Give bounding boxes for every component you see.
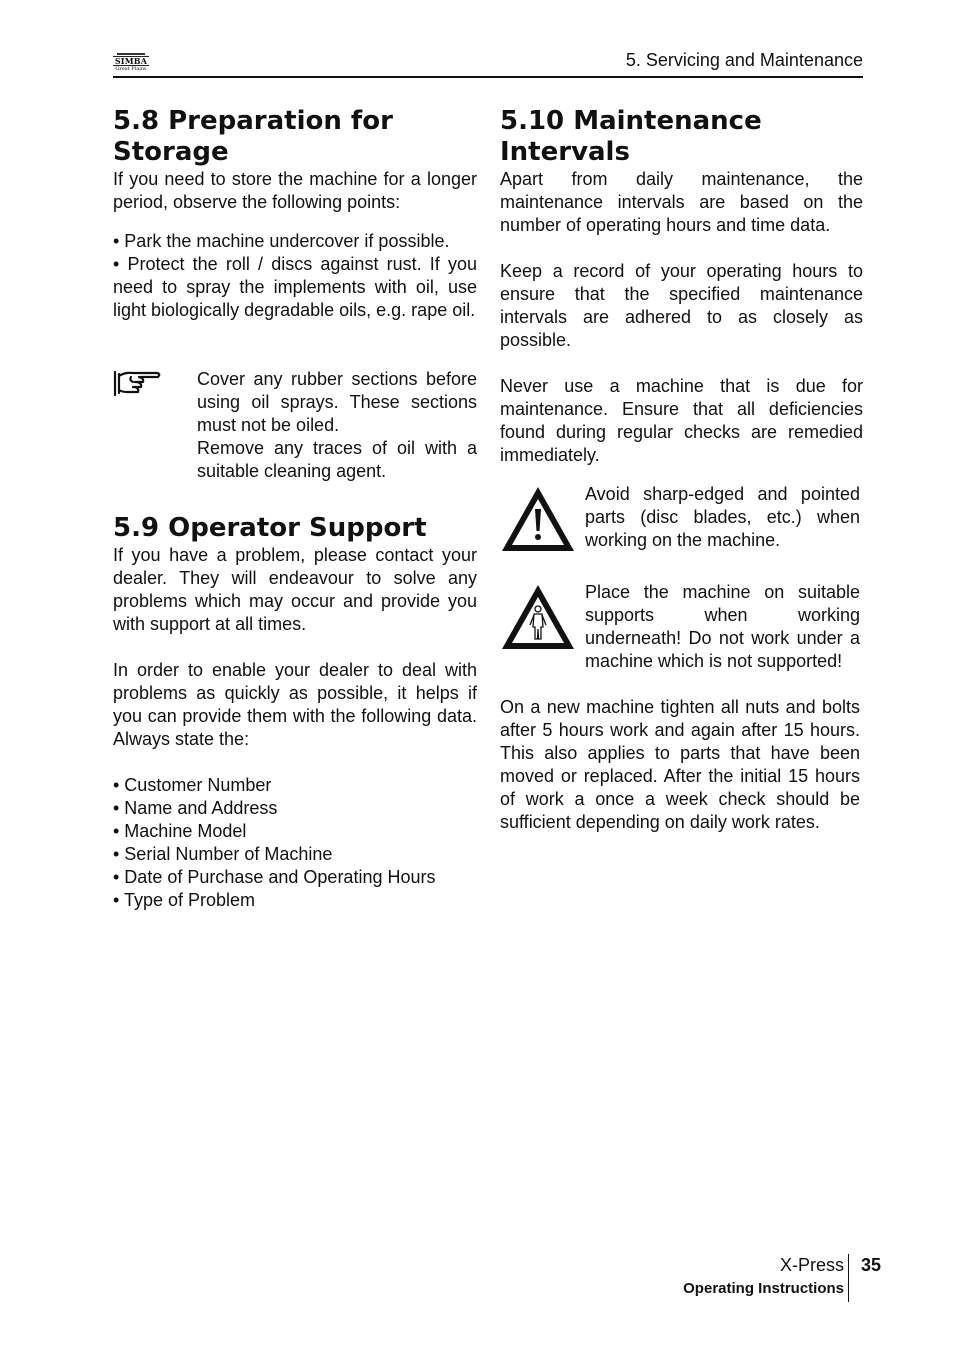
note-line-1: Cover any rubber sections before using oil sprays. These sections must not be oiled. bbox=[197, 369, 477, 435]
page-footer bbox=[609, 1254, 881, 1302]
pointing-hand-icon bbox=[113, 368, 197, 403]
list-item: • Name and Address bbox=[113, 798, 278, 818]
maint-p4: On a new machine tighten all nuts and bolts after 5 hours work and again after 15 hours. This also applies to parts that have been moved or replaced. After the initial 15 hours of work a once a week check should be sufficient depending on daily work rates. bbox=[500, 697, 860, 832]
warn2-text: Place the machine on suitable supports when working underneath! Do not work under a machine which is not supported! bbox=[585, 582, 860, 671]
page-header bbox=[113, 48, 863, 78]
heading-5-8: 5.8 Preparation for Storage bbox=[113, 106, 393, 167]
section-title: 5. Servicing and Maintenance bbox=[625, 50, 863, 70]
page-number: 35 bbox=[860, 1255, 881, 1275]
warn1-text: Avoid sharp-edged and pointed parts (disc blades, etc.) when working on the machine. bbox=[585, 484, 860, 550]
storage-bullet-2: • Protect the roll / discs against rust. If you need to spray the implements with oil, use light biologically degradable oils, e.g. rape oil. bbox=[113, 254, 477, 320]
list-item: • Date of Purchase and Operating Hours bbox=[113, 867, 436, 887]
support-p2: In order to enable your dealer to deal with problems as quickly as possible, it helps if you can provide them with the following data. Always state the: bbox=[113, 660, 477, 749]
list-item: • Customer Number bbox=[113, 775, 272, 795]
footer-product: X-Press bbox=[779, 1255, 844, 1275]
heading-5-9: 5.9 Operator Support bbox=[113, 513, 427, 543]
support-p1: If you have a problem, please contact your dealer. They will endeavour to solve any problems which may occur and provide you with support at all times. bbox=[113, 545, 477, 634]
warning-exclamation-icon bbox=[500, 483, 585, 558]
maint-p2: Keep a record of your operating hours to ensure that the specified maintenance intervals are adhered to as closely as possible. bbox=[500, 261, 863, 350]
oil-note bbox=[113, 368, 477, 483]
support-list bbox=[113, 774, 477, 912]
warning-person-icon bbox=[500, 581, 585, 656]
maint-p3: Never use a machine that is due for maintenance. Ensure that all deficiencies found during regular checks are remedied immediately. bbox=[500, 376, 863, 465]
note-line-2: Remove any traces of oil with a suitable cleaning agent. bbox=[197, 438, 477, 481]
logo-brand: SIMBA bbox=[114, 56, 148, 66]
warning-sharp-parts bbox=[500, 483, 863, 558]
list-item: • Type of Problem bbox=[113, 890, 256, 910]
right-column bbox=[500, 106, 863, 834]
storage-bullet-1: • Park the machine undercover if possible. bbox=[113, 231, 450, 251]
warning-support-machine bbox=[500, 581, 863, 673]
heading-5-10: 5.10 Maintenance Intervals bbox=[500, 106, 762, 167]
list-item: • Machine Model bbox=[113, 821, 247, 841]
maint-p1: Apart from daily maintenance, the maintenance intervals are based on the number of operating hours and time data. bbox=[500, 169, 863, 235]
simba-logo bbox=[113, 52, 149, 74]
footer-subtitle: Operating Instructions bbox=[683, 1280, 844, 1297]
logo-sub: Great Plains bbox=[115, 66, 147, 72]
list-item: • Serial Number of Machine bbox=[113, 844, 333, 864]
storage-intro: If you need to store the machine for a longer period, observe the following points: bbox=[113, 169, 477, 212]
left-column bbox=[113, 106, 477, 912]
